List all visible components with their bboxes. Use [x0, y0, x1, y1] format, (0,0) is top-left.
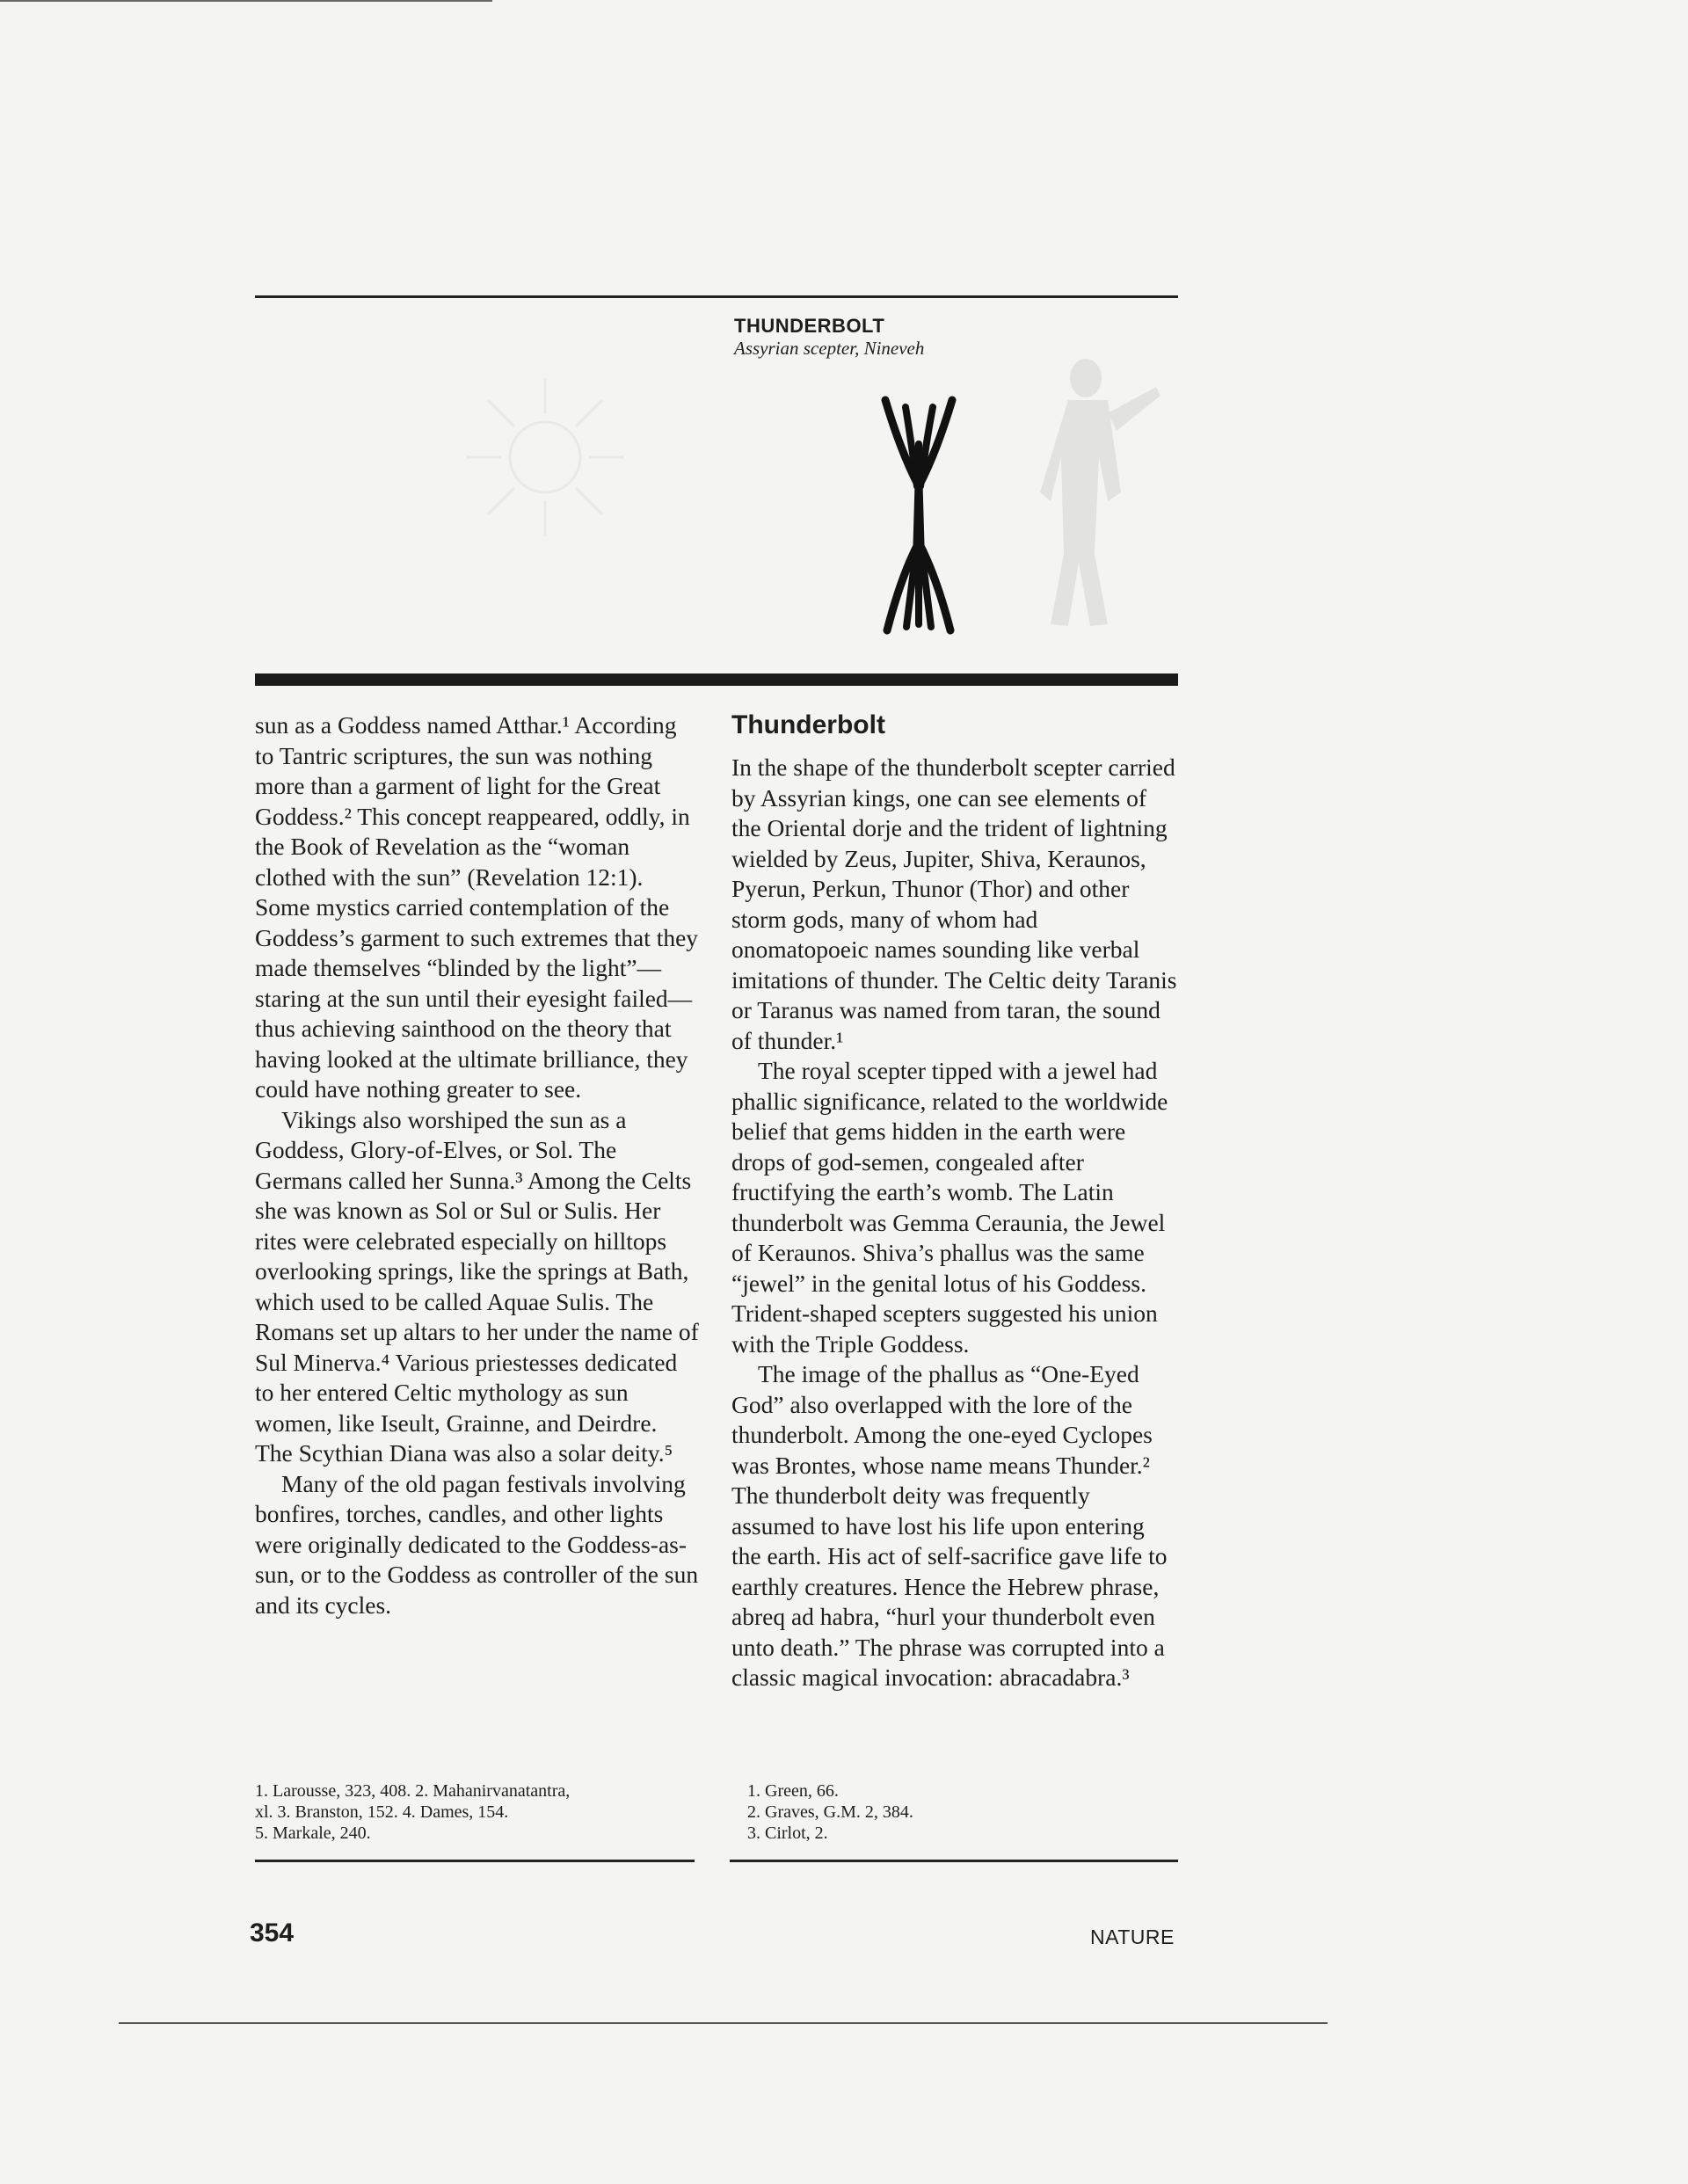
show-through-sun-icon	[457, 369, 633, 545]
right-footnotes	[747, 1780, 1143, 1844]
body-paragraph: sun as a Goddess named Atthar.¹ According to Tantric scriptures, the sun was nothing more than a garment of light for the Great Goddess.² This concept reappeared, oddly, in the Book of Revelation as the “woman clothed with the sun” (Revelation 12:1). Some mystics carried contemplation of the Goddess’s garment to such extremes that they made themselves “blinded by the light”—staring at the sun until their eyesight failed—thus achieving sainthood on the theory that having looked at the ultimate brilliance, they could have nothing greater to see.	[255, 711, 699, 1103]
running-head: NATURE	[1090, 1926, 1175, 1948]
footnote-line: 2. Graves, G.M. 2, 384.	[747, 1802, 913, 1822]
section-heading: Thunderbolt	[731, 710, 885, 739]
thunderbolt-scepter-icon	[866, 391, 971, 637]
footnote-rule-right	[730, 1860, 1178, 1862]
body-paragraph: Many of the old pagan festivals involving bonfires, torches, candles, and other lights were originally dedicated to the Goddess-as-sun, or to the Goddess as controller of the sun and its cycles.	[255, 1469, 699, 1619]
footnote-line: xl. 3. Branston, 152. 4. Dames, 154.	[255, 1802, 509, 1822]
body-paragraph: The image of the phallus as “One-Eyed God” also overlapped with the lore of the thunderbolt. Among the one-eyed Cyclopes was Brontes, whose name means Thunder.² The thunderbolt deity was frequently assumed to have lost his life upon entering the earth. His act of self-sacrifice gave life to earthly creatures. Hence the Hebrew phrase, abreq ad habra, “hurl your thunderbolt even unto death.” The phrase was corrupted into a classic magical invocation: abracadabra.³	[731, 1360, 1168, 1691]
scan-edge-line	[0, 0, 492, 2]
left-footnotes	[255, 1780, 695, 1844]
scan-edge-line	[119, 2022, 1328, 2024]
footnote-rule-left	[255, 1860, 695, 1862]
figure-title: THUNDERBOLT	[734, 315, 885, 337]
figure-bottom-rule	[255, 673, 1178, 686]
footnote-line: 1. Green, 66.	[747, 1781, 839, 1801]
page-number: 354	[250, 1918, 295, 1947]
header-rule	[255, 295, 1178, 298]
right-column	[731, 710, 1178, 1693]
body-paragraph: The royal scepter tipped with a jewel had phallic significance, related to the worldwide belief that gems hidden in the earth were drops of god-semen, congealed after fructifying the earth’s womb. The Latin thunderbolt was Gemma Ceraunia, the Jewel of Keraunos. Shiva’s phallus was the same “jewel” in the genital lotus of his Goddess. Trident-shaped scepters suggested his union with the Triple Goddess.	[731, 1057, 1168, 1358]
footnote-line: 5. Markale, 240.	[255, 1824, 371, 1843]
footnote-line: 1. Larousse, 323, 408. 2. Mahanirvanatantra,	[255, 1781, 571, 1801]
left-column	[255, 710, 699, 1620]
show-through-figure-icon	[1024, 352, 1165, 633]
body-paragraph: In the shape of the thunderbolt scepter carried by Assyrian kings, one can see elements of the Oriental dorje and the trident of lightning wielded by Zeus, Jupiter, Shiva, Keraunos, Pyerun, Perkun, Thunor (Thor) and other storm gods, many of whom had onomatopoeic names sounding like verbal imitations of thunder. The Celtic deity Taranis or Taranus was named from taran, the sound of thunder.¹	[731, 753, 1177, 1054]
body-paragraph: Vikings also worshiped the sun as a Goddess, Glory-of-Elves, or Sol. The Germans called her Sunna.³ Among the Celts she was known as Sol or Sul or Sulis. Her rites were celebrated especially on hilltops overlooking springs, like the springs at Bath, which used to be called Aquae Sulis. The Romans set up altars to her under the name of Sul Minerva.⁴ Various priestesses dedicated to her entered Celtic mythology as sun women, like Iseult, Grainne, and Deirdre. The Scythian Diana was also a solar deity.⁵	[255, 1105, 699, 1467]
figure-caption: Assyrian scepter, Nineveh	[734, 338, 925, 359]
footnote-line: 3. Cirlot, 2.	[747, 1824, 828, 1843]
